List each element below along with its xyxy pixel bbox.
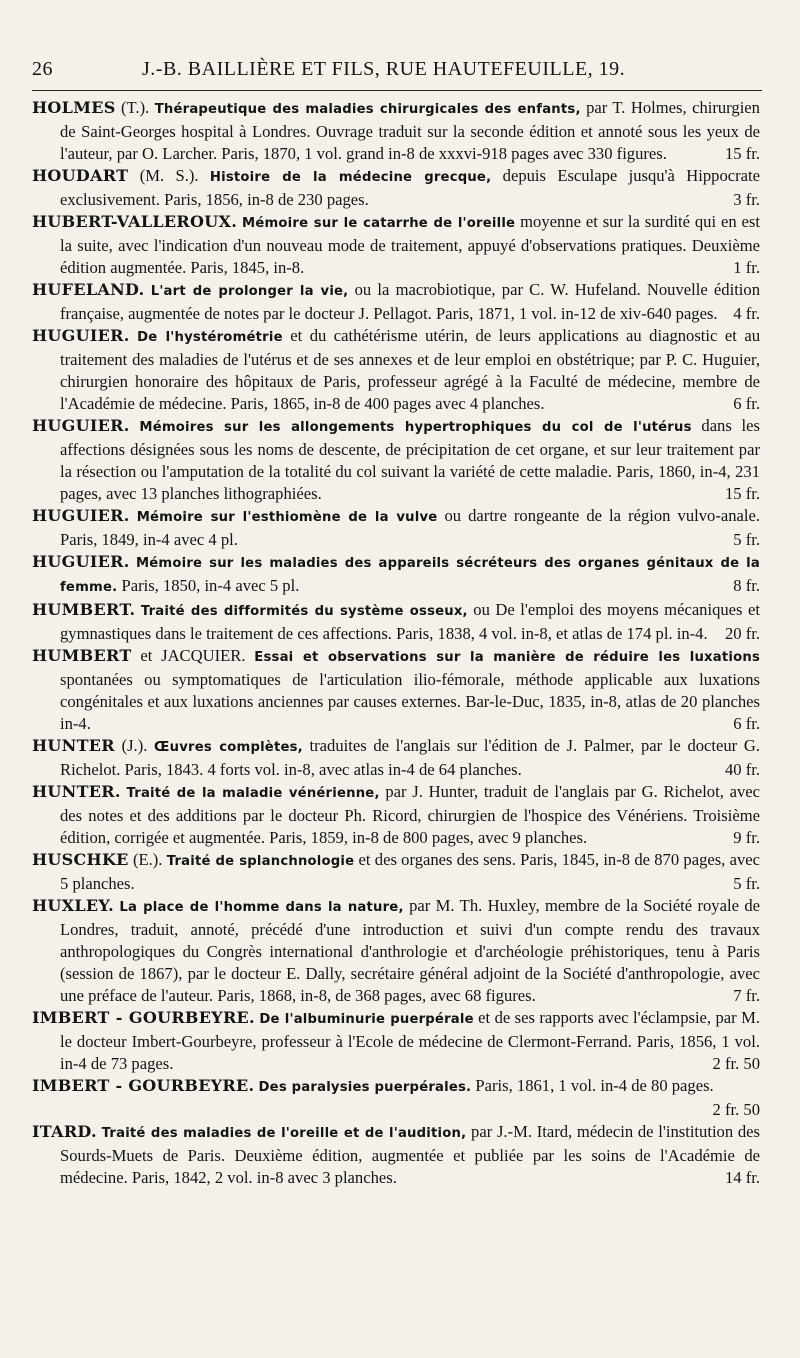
author-detail: (E.).	[128, 850, 167, 869]
entry-price: 3 fr.	[733, 190, 760, 209]
entry-price: 7 fr.	[733, 986, 760, 1005]
catalogue-entry	[32, 505, 760, 551]
author-name: IMBERT - GOURBEYRE.	[32, 1076, 255, 1095]
entry-price: 6 fr.	[733, 714, 760, 733]
author-name: HUSCHKE	[32, 850, 129, 869]
work-title: Mémoire sur le catarrhe de l'oreille	[242, 216, 516, 231]
work-title: Traité de la maladie vénérienne,	[126, 786, 380, 801]
catalogue-entry	[32, 97, 760, 165]
work-title: De l'albuminurie puerpérale	[259, 1012, 474, 1027]
entry-price: 8 fr.	[733, 576, 760, 595]
entry-price: 14 fr.	[724, 1168, 760, 1187]
entry-description: par J. Hunter, traduit de l'anglais par G. Richelot, avec des notes et des additions par le docteur Ph. Ricord, chirurgien de l'hospice des Vénériens. Troisième édition, corrigée et augmentée. Paris, 1859, in-8 de 800 pages, avec 9 planches.	[60, 782, 760, 847]
entry-description: dans les affections désignées sous les noms de descente, de précipitation de cet organe, et sur leur traitement par la résection ou l'amputation de la totalité du col suivant la variété de cette maladie. Paris, 1860, in-4, 231 pages, avec 13 planches lithographiées.	[60, 416, 760, 503]
work-title: Mémoires sur les allongements hypertrophiques du col de l'utérus	[139, 420, 692, 435]
catalogue-entries	[32, 97, 760, 1189]
entry-description: et des organes des sens. Paris, 1845, in-8 de 870 pages, avec 5 planches.	[60, 850, 760, 893]
entry-description: ou dartre rongeante de la région vulvo-anale. Paris, 1849, in-4 avec 4 pl.	[60, 506, 760, 549]
author-name: IMBERT - GOURBEYRE.	[32, 1008, 255, 1027]
work-title: Des paralysies puerpérales.	[258, 1080, 472, 1095]
author-name: HUMBERT	[32, 646, 132, 665]
entry-price: 5 fr.	[733, 874, 760, 893]
catalogue-entry	[32, 849, 760, 895]
work-title: Mémoire sur les maladies des appareils sécréteurs des organes génitaux de la femme.	[60, 556, 761, 595]
work-title: Histoire de la médecine grecque,	[209, 170, 492, 185]
author-name: HUNTER	[32, 736, 115, 755]
author-detail: et JACQUIER.	[131, 646, 255, 665]
entry-description: moyenne et sur la surdité qui en est la suite, avec l'indication d'un nouveau mode de traitement, appuyé d'observations pratiques. Deuxième édition augmentée. Paris, 1845, in-8.	[60, 212, 760, 277]
entry-price: 5 fr.	[733, 530, 760, 549]
author-detail: (M. S.).	[128, 166, 210, 185]
entry-description: depuis Esculape jusqu'à Hippocrate exclusivement. Paris, 1856, in-8 de 230 pages.	[60, 166, 760, 209]
header-rule	[32, 90, 762, 91]
work-title: Mémoire sur l'esthiomène de la vulve	[136, 510, 438, 525]
entry-price: 4 fr.	[733, 304, 760, 323]
author-name: HUGUIER.	[32, 506, 130, 525]
author-name: HUBERT-VALLEROUX.	[32, 212, 238, 231]
running-title	[142, 58, 625, 81]
work-title: Traité des difformités du système osseux,	[140, 604, 468, 619]
author-name: HOLMES	[32, 98, 116, 117]
work-title: La place de l'homme dans la nature,	[119, 900, 404, 915]
author-name: HUGUIER.	[32, 552, 130, 571]
catalogue-entry	[32, 781, 760, 849]
work-title: Œuvres complètes,	[154, 740, 303, 755]
entry-price: 2 fr. 50	[712, 1100, 760, 1119]
catalogue-entry	[32, 165, 760, 211]
catalogue-entry	[32, 279, 760, 325]
work-title: Traité de splanchnologie	[166, 854, 355, 869]
author-name: HUNTER.	[32, 782, 121, 801]
entry-description: et du cathétérisme utérin, de leurs applications au diagnostic et au traitement des maladies de l'utérus et de ses annexes et de leur emploi en obstétrique; par P. C. Huguier, chirurgien honoraire des hôpitaux de Paris, professeur agrégé à la Faculté de médecine, membre de l'Académie de médecine. Paris, 1865, in-8 de 400 pages avec 4 planches.	[60, 326, 760, 413]
catalogue-entry	[32, 325, 760, 415]
entry-description: traduites de l'anglais sur l'édition de J. Palmer, par le docteur G. Richelot. Paris, 1843. 4 forts vol. in-8, avec atlas in-4 de 64 planches.	[60, 736, 760, 779]
entry-price: 15 fr.	[724, 144, 760, 163]
catalogue-entry	[32, 599, 760, 645]
entry-description: ou la macrobiotique, par C. W. Hufeland. Nouvelle édition française, augmentée de notes par le docteur J. Pellagot. Paris, 1871, 1 vol. in-12 de xiv-640 pages.	[60, 280, 761, 323]
entry-price: 15 fr.	[724, 484, 760, 503]
author-name: ITARD.	[32, 1122, 97, 1141]
entry-description: Paris, 1861, 1 vol. in-4 de 80 pages.	[471, 1076, 714, 1095]
work-title: De l'hystérométrie	[137, 330, 283, 345]
entry-price: 2 fr. 50	[712, 1054, 760, 1073]
running-header	[32, 58, 762, 88]
entry-description: par J.-M. Itard, médecin de l'institution des Sourds-Muets de Paris. Deuxième édition, augmentée et publiée par les soins de l'Académie de médecine. Paris, 1842, 2 vol. in-8 avec 3 planches.	[60, 1122, 760, 1187]
catalogue-entry	[32, 895, 760, 1007]
author-name: HUFELAND.	[32, 280, 145, 299]
catalogue-entry	[32, 645, 760, 735]
entry-price: 9 fr.	[733, 828, 760, 847]
catalogue-entry	[32, 1007, 760, 1075]
catalogue-entry	[32, 1121, 760, 1189]
publisher-address: RUE HAUTEFEUILLE, 19.	[385, 58, 626, 80]
author-detail	[130, 416, 140, 435]
entry-description: ou De l'emploi des moyens mécaniques et gymnastiques dans le traitement de ces affections. Paris, 1838, 4 vol. in-8, et atlas de 174 pl. in-4.	[60, 600, 760, 643]
author-name: HUGUIER.	[32, 416, 130, 435]
catalogue-entry	[32, 415, 760, 505]
entry-description: et de ses rapports avec l'éclampsie, par M. le docteur Imbert-Gourbeyre, professeur à l'Ecole de médecine de Clermont-Ferrand. Paris, 1856, 1 vol. in-4 de 73 pages.	[60, 1008, 761, 1073]
catalogue-entry	[32, 551, 760, 599]
work-title: Essai et observations sur la manière de réduire les luxations	[254, 650, 760, 665]
entry-description: spontanées ou symptomatiques de l'articulation ilio-fémorale, méthode applicable aux luxations congénitales et aux luxations anciennes par causes externes. Bar-le-Duc, 1835, in-8, atlas de 20 planches in-4.	[60, 670, 760, 733]
entry-price: 40 fr.	[724, 760, 760, 779]
entry-description: par M. Th. Huxley, membre de la Société royale de Londres, traduit, annoté, précédé d'une introduction et suivi d'un compte rendu des travaux anthropologiques du Congrès international d'anthrologie et d'archéologie préhistoriques, tenu à Paris (session de 1867), par le docteur E. Dally, secrétaire général adjoint de la Société d'anthropologie, avec une préface de l'auteur. Paris, 1868, in-8, de 368 pages, avec 68 figures.	[60, 896, 760, 1005]
page-number: 26	[32, 58, 53, 80]
author-name: HUGUIER.	[32, 326, 130, 345]
entry-price: 6 fr.	[733, 394, 760, 413]
author-name: HUXLEY.	[32, 896, 114, 915]
author-detail	[130, 506, 137, 525]
work-title: Thérapeutique des maladies chirurgicales des enfants,	[154, 102, 581, 117]
entry-description: Paris, 1850, in-4 avec 5 pl.	[117, 576, 300, 595]
work-title: L'art de prolonger la vie,	[150, 284, 349, 299]
entry-price: 1 fr.	[733, 258, 760, 277]
entry-price: 20 fr.	[724, 624, 760, 643]
author-name: HUMBERT.	[32, 600, 136, 619]
catalogue-entry	[32, 211, 760, 279]
catalogue-entry	[32, 1075, 760, 1121]
publisher-name: J.-B. BAILLIÈRE ET FILS,	[142, 58, 381, 80]
author-name: HOUDART	[32, 166, 129, 185]
author-detail: (T.).	[115, 98, 155, 117]
catalogue-entry	[32, 735, 760, 781]
author-detail: (J.).	[114, 736, 155, 755]
work-title: Traité des maladies de l'oreille et de l'audition,	[101, 1126, 467, 1141]
entry-description: par T. Holmes, chirurgien de Saint-Georges hospital à Londres. Ouvrage traduit sur la seconde édition et annoté sous les yeux de l'auteur, par O. Larcher. Paris, 1870, 1 vol. grand in-8 de xxxvi-918 pages avec 330 figures.	[60, 98, 760, 163]
